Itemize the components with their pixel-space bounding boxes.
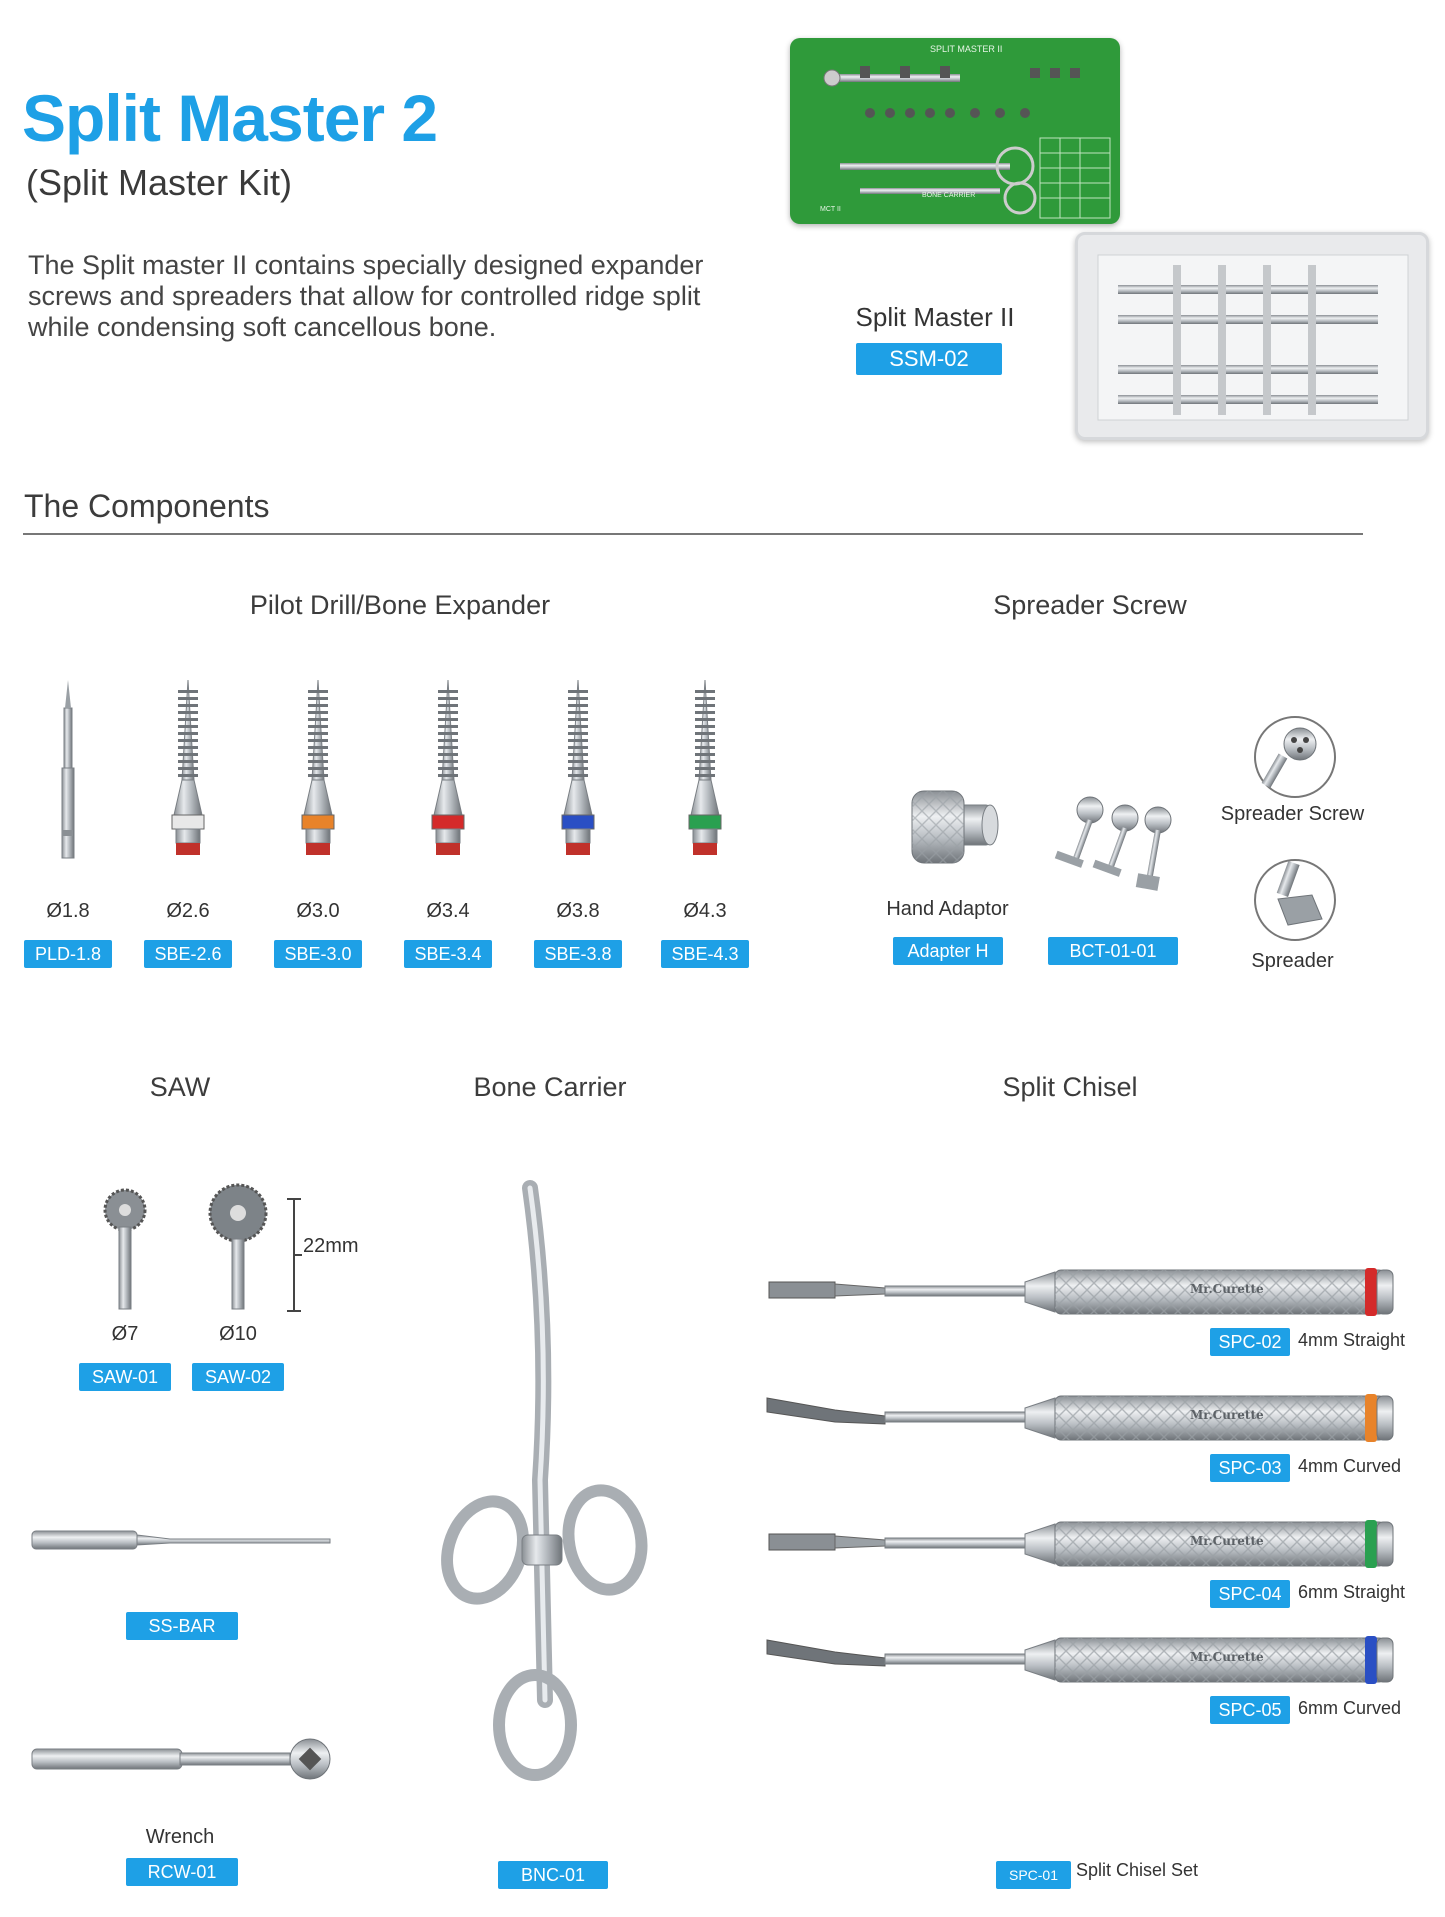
bone-carrier-image <box>440 1180 660 1800</box>
chisel-desc-label: 4mm Straight <box>1298 1330 1406 1350</box>
hand-adaptor-code-badge: Adapter H <box>893 937 1003 965</box>
wrench-code-badge: RCW-01 <box>126 1858 238 1886</box>
hand-adaptor-label: Hand Adaptor <box>886 898 1009 920</box>
chisel-desc-label: 6mm Straight <box>1298 1582 1406 1602</box>
chisel-code-badge: SPC-04 <box>1210 1580 1290 1608</box>
pilot-code-badge: SBE-2.6 <box>144 940 232 968</box>
pilot-size-label: Ø3.8 <box>556 900 600 922</box>
pilot-size-label: Ø2.6 <box>166 900 210 922</box>
tray-brand: MCT II <box>820 206 841 213</box>
chisel-desc-label: 4mm Curved <box>1298 1456 1402 1476</box>
pilot-size-label: Ø4.3 <box>683 900 727 922</box>
pilot-instrument-image <box>38 680 98 880</box>
spreader-screw-detail-image <box>1250 712 1340 802</box>
page-subtitle: (Split Master Kit) <box>26 162 293 203</box>
saw-section-title: SAW <box>149 1072 211 1102</box>
bct-code-badge: BCT-01-01 <box>1048 937 1178 965</box>
ss-bar-image <box>30 1525 340 1555</box>
spreader-detail-image <box>1250 855 1340 945</box>
chisel-image <box>765 1388 1425 1448</box>
kit-tray-green <box>790 38 1120 224</box>
hand-adaptor-image <box>908 783 998 873</box>
pilot-section-title: Pilot Drill/Bone Expander <box>249 590 551 620</box>
chisel-brand-mark: Mr.Curette <box>1190 1282 1264 1296</box>
spreader-screw-label: Spreader Screw <box>1220 803 1365 825</box>
chisel-set-code-badge: SPC-01 <box>996 1861 1071 1889</box>
saw-dimension-label: 22mm <box>303 1235 359 1257</box>
pilot-code-badge: SBE-3.4 <box>404 940 492 968</box>
kit-tray-white <box>1075 232 1429 440</box>
wrench-label: Wrench <box>145 1826 215 1848</box>
kit-code-badge: SSM-02 <box>856 343 1002 375</box>
pilot-code-badge: PLD-1.8 <box>24 940 112 968</box>
pilot-size-label: Ø3.0 <box>296 900 340 922</box>
chisel-image <box>765 1630 1425 1690</box>
chisel-brand-mark: Mr.Curette <box>1190 1650 1264 1664</box>
pilot-instrument-image <box>418 680 478 880</box>
pilot-instrument-image <box>288 680 348 880</box>
chisel-brand-mark: Mr.Curette <box>1190 1408 1264 1422</box>
chisel-section-title: Split Chisel <box>1002 1072 1138 1102</box>
saw-size-label: Ø7 <box>111 1323 139 1345</box>
pilot-code-badge: SBE-4.3 <box>661 940 749 968</box>
wrench-image <box>30 1735 340 1785</box>
tray-title: SPLIT MASTER II <box>930 44 1003 54</box>
kit-description: The Split master II contains specially designed expander screws and spreaders that allow for controlled ridge split while condensing soft cancellous bone. <box>28 250 704 342</box>
kit-name: Split Master II <box>855 302 1015 332</box>
saw-code-badge: SAW-01 <box>79 1363 171 1391</box>
tray-label: BONE CARRIER <box>922 192 976 199</box>
chisel-code-badge: SPC-02 <box>1210 1328 1290 1356</box>
saw-size-label: Ø10 <box>219 1323 257 1345</box>
pilot-size-label: Ø3.4 <box>426 900 470 922</box>
saw-disc-large-image <box>200 1185 280 1315</box>
chisel-brand-mark: Mr.Curette <box>1190 1534 1264 1548</box>
dimension-bracket <box>284 1197 304 1317</box>
pilot-instrument-image <box>675 680 735 880</box>
pilot-code-badge: SBE-3.8 <box>534 940 622 968</box>
spreader-label: Spreader <box>1251 950 1334 972</box>
chisel-image <box>765 1262 1425 1322</box>
chisel-code-badge: SPC-03 <box>1210 1454 1290 1482</box>
section-divider <box>23 533 1363 535</box>
bct-screws-image <box>1050 790 1180 900</box>
chisel-desc-label: 6mm Curved <box>1298 1698 1402 1718</box>
ss-bar-code-badge: SS-BAR <box>126 1612 238 1640</box>
page-title: Split Master 2 <box>22 81 438 155</box>
carrier-section-title: Bone Carrier <box>473 1072 627 1102</box>
pilot-instrument-image <box>158 680 218 880</box>
chisel-set-label: Split Chisel Set <box>1076 1860 1199 1880</box>
pilot-code-badge: SBE-3.0 <box>274 940 362 968</box>
chisel-image <box>765 1514 1425 1574</box>
bone-carrier-code-badge: BNC-01 <box>498 1861 608 1889</box>
saw-disc-small-image <box>95 1185 155 1315</box>
pilot-instrument-image <box>548 680 608 880</box>
saw-code-badge: SAW-02 <box>192 1363 284 1391</box>
chisel-code-badge: SPC-05 <box>1210 1696 1290 1724</box>
pilot-size-label: Ø1.8 <box>46 900 90 922</box>
tray-instruments-image <box>1078 235 1426 437</box>
components-heading: The Components <box>24 488 270 524</box>
spreader-section-title: Spreader Screw <box>993 590 1187 620</box>
